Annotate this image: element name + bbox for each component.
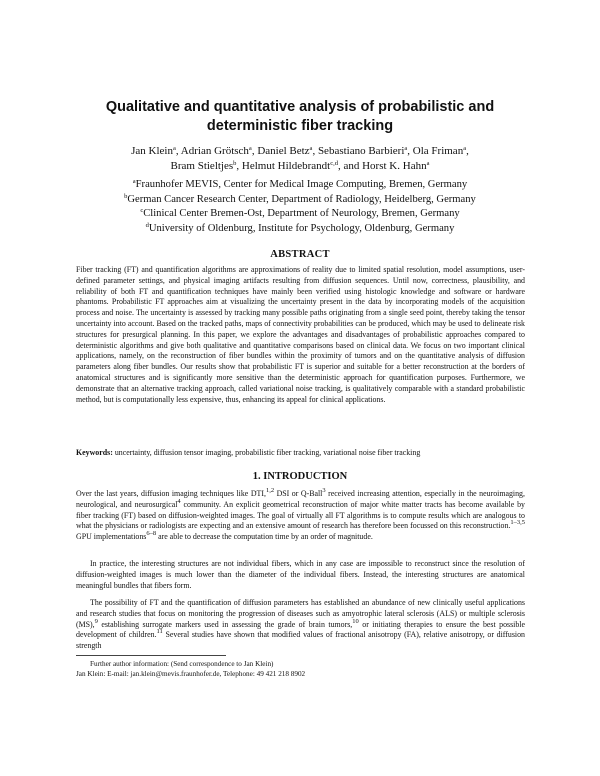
paragraph-text-run: DSI or Q-Ball [274,489,323,498]
citation-marker: 10 [352,617,359,625]
affiliation-line [80,178,520,193]
intro-paragraph-1 [76,489,525,543]
author-name: Bram Stieltjes [170,160,234,172]
author-affiliation-marker: a [248,145,252,152]
author-affiliation-marker: a [426,160,430,167]
affiliation-text: Clinical Center Bremen-Ost, Department of Neurology, Bremen, Germany [143,208,460,219]
author-name: Adrian Grötsch [180,145,249,157]
affiliation-line [80,193,520,208]
paragraph-text-run: or initiating therapies to ensure the best possible development of children. [76,619,525,640]
paragraph-text-run: Several studies have shown that modified values of fractional anisotropy (FA), relative anisotropy, or diffusion strength [76,630,525,651]
citation-marker: 9 [94,617,98,625]
author-separator: , [466,145,469,157]
abstract-heading: ABSTRACT [270,249,330,260]
keywords-text: uncertainty, diffusion tensor imaging, probabilistic fiber tracking, variational noise fiber tracking [114,448,421,457]
citation-marker: 6–8 [146,530,157,538]
footnote-rule [76,655,226,656]
paragraph-text-run: Over the last years, diffusion imaging techniques like DTI, [76,489,266,498]
affiliation-marker: b [124,192,128,200]
author-separator: , [312,145,318,157]
affiliation-text: Fraunhofer MEVIS, Center for Medical Image Computing, Bremen, Germany [135,179,468,190]
affiliation-line [80,222,520,237]
introduction-heading: 1. INTRODUCTION [252,471,348,482]
citation-marker: 11 [156,628,163,636]
citation-marker: 1–3,5 [510,519,525,527]
author-affiliation-marker: a [309,145,313,152]
affiliation-text: University of Oldenburg, Institute for Psychology, Oldenburg, Germany [148,222,455,234]
footnote-contact: Jan Klein: E-mail: jan.klein@mevis.fraunhofer.de, Telephone: 49 421 218 8902 [76,670,306,678]
citation-marker: 1,2 [265,487,275,494]
paragraph-text-run: The possibility of FT and the quantification of diffusion parameters has established an abundance of new clinically useful applications and research studies that focus on monitoring the progression of diseases such as amyotrophic lateral sclerosis (ALS) or multiple sclerosis (MS), [76,598,525,629]
author-affiliation-marker: b [233,160,237,167]
author-affiliation-marker: a [173,145,176,152]
author-separator: , [236,160,242,172]
paragraph-text-run: are able to decrease the computation time by an order of magnitude. [156,532,373,542]
author-name: Daniel Betz [257,145,310,157]
author-separator: , [407,145,413,157]
author-separator: , and [337,160,363,172]
author-name: Ola Friman [412,145,464,157]
affiliation-marker: d [145,221,149,229]
paragraph-text-run: community. An explicit geometrical reconstruction of major white matter tracts has become available by fiber tracking (FT) based on diffusion-weighted images. The goal of virtually all FT algorithms is to compute results which are analogous to what the physicians or radiologists are expecting and an extensive amount of research has therefore been focussed on this reconstruction. [76,499,525,531]
author-name: Jan Klein [131,145,173,157]
abstract-text: Fiber tracking (FT) and quantification algorithms are approximations of reality due to limited spatial resolution, model assumptions, user-defined parameter settings, and physical imaging artifacts resulting from diffusion sequences. Until now, correctness, plausibility, and reliability of both FT and quantification techniques have mainly been verified using histologic knowledge and software or hardware phantoms. Probabilistic FT approaches aim at visualizing the uncertainty present in the data by incorporating models of the acquisition process and noise. The uncertainty is assessed by tracking many possible paths originating from a single seed point, thereby taking the tensor uncertainty into account. Based on the tracked paths, maps of connectivity probabilities can be produced, which may be used to delineate risk structures for presurgical planning. In this paper, we explore the advantages and disadvantages of probabilistic approaches compared to deterministic algorithms and give both qualitative and quantitative comparisons based on clinical data. We focus on two important clinical applications, namely, on the reconstruction of fiber bundles within the proximity of tumors and on the quantitative analysis of diffusion parameters along fiber bundles. Our results show that probabilistic FT is superior and suitable for a better reconstruction at the borders of anatomical structures and is significantly more sensitive than the deterministic approach for quantification purposes. Furthermore, we demonstrate that an alternative tracking approach, called variational noise tracking, is qualitatively comparable with a standard probabilistic method, but is computationally less expensive, thus, enhancing its appeal for clinical applications. [76,265,525,404]
affiliation-marker: c [140,207,144,214]
intro-paragraph-3 [76,598,525,652]
footnote-author-info: Further author information: (Send correspondence to Jan Klein) [90,660,274,668]
paragraph-text-run: establishing surrogate markers used in assessing the grade of brain tumors, [97,619,353,629]
citation-marker: 4 [177,497,181,505]
affiliation-marker: a [132,178,136,185]
keywords-label: Keywords: [76,448,113,457]
author-name: Sebastiano Barbieri [317,145,405,157]
author-name: Helmut Hildebrandt [241,160,331,172]
author-list [70,144,530,174]
author-separator: , [175,145,181,157]
affiliation-text: German Cancer Research Center, Department of Radiology, Heidelberg, Germany [127,193,476,205]
affiliation-list [80,178,520,236]
affiliation-line [80,207,520,222]
author-affiliation-marker: a [463,145,467,152]
author-name: Horst K. Hahn [362,160,427,172]
intro-paragraph-2: In practice, the interesting structures are not individual fibers, which in any case are impossible to reconstruct since the resolution of diffusion-weighted images is much lower than the diameter of the individual fibers. Instead, the interesting structures are anatomical meaningful bundles that fibers form. [76,559,525,590]
author-separator: , [251,145,258,157]
paragraph-text-run: received increasing attention, especially in the neuroimaging, neurological, and neurosurgical [76,489,525,509]
keywords-line [76,448,525,459]
author-affiliation-marker: c,d [330,160,338,167]
paragraph-text-run: GPU implementations [76,532,147,542]
author-affiliation-marker: a [404,145,408,152]
citation-marker: 3 [322,487,326,494]
paper-title: Qualitative and quantitative analysis of probabilistic and deterministic fiber tracking [105,99,495,134]
